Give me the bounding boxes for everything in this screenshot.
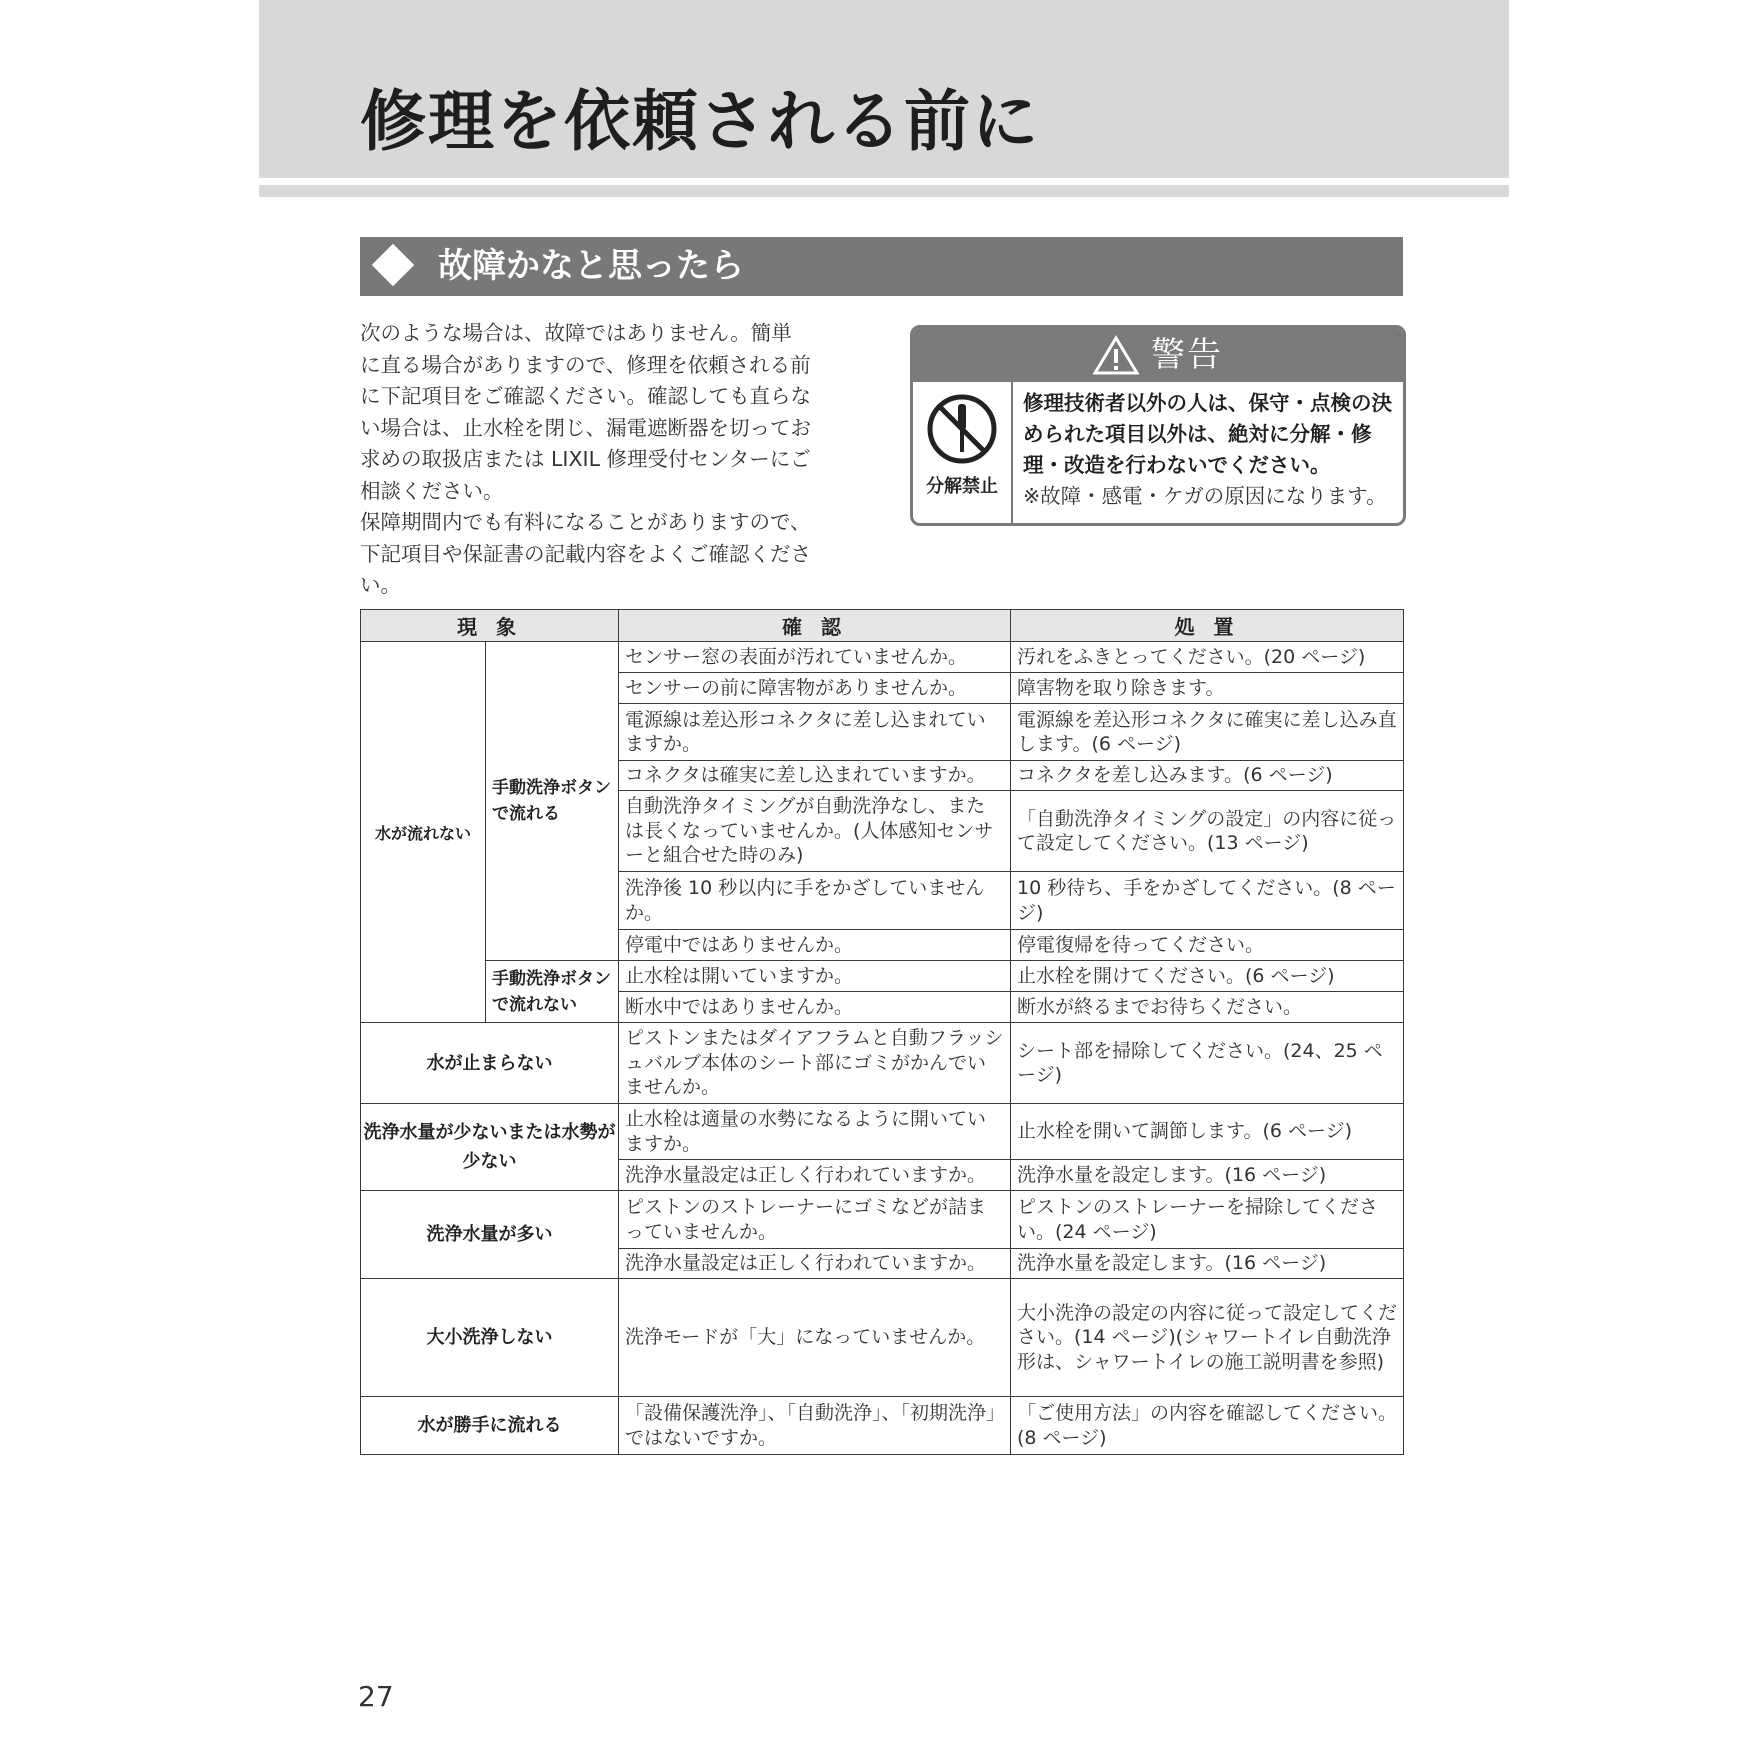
no-disassembly-icon: [925, 451, 999, 470]
page-title: 修理を依頼される前に: [360, 83, 1040, 160]
check-cell: コネクタは確実に差し込まれていますか。: [619, 761, 1011, 791]
action-cell: 止水栓を開いて調節します。(6 ページ): [1011, 1104, 1404, 1160]
no-disassembly-sign: [913, 382, 1013, 523]
action-cell: 断水が終るまでお待ちください。: [1011, 992, 1404, 1023]
table-row: [361, 642, 1404, 673]
action-cell: 洗浄水量を設定します。(16 ページ): [1011, 1160, 1404, 1191]
warning-triangle-icon: [1093, 335, 1139, 375]
action-cell: 汚れをふきとってください。(20 ページ): [1011, 642, 1404, 673]
warning-main-text: 修理技術者以外の人は、保守・点検の決められた項目以外は、絶対に分解・修理・改造を行わないでください。: [1023, 391, 1392, 477]
no-disassembly-label: 分解禁止: [926, 476, 998, 497]
check-cell: 洗浄水量設定は正しく行われていますか。: [619, 1249, 1011, 1279]
phenomenon-cell: 大小洗浄しない: [361, 1279, 619, 1397]
action-cell: ピストンのストレーナーを掃除してください。(24 ページ): [1011, 1191, 1404, 1249]
table-row: [361, 1397, 1404, 1455]
warning-note: ※故障・感電・ケガの原因になります。: [1023, 484, 1387, 508]
header-check: 確 認: [619, 610, 1011, 642]
phenomenon-cell: 洗浄水量が少ないまたは水勢が少ない: [361, 1104, 619, 1191]
phenomenon-cell: 洗浄水量が多い: [361, 1191, 619, 1279]
warning-header: [913, 328, 1403, 382]
action-cell: 洗浄水量を設定します。(16 ページ): [1011, 1249, 1404, 1279]
check-cell: 洗浄モードが「大」になっていませんか。: [619, 1279, 1011, 1397]
action-cell: 障害物を取り除きます。: [1011, 673, 1404, 704]
action-cell: 10 秒待ち、手をかざしてください。(8 ページ): [1011, 872, 1404, 930]
phenomenon-cell: 水が流れない: [361, 642, 486, 1023]
header-rule: [259, 185, 1509, 197]
warning-box: [910, 325, 1406, 526]
action-cell: 電源線を差込形コネクタに確実に差し込み直します。(6 ページ): [1011, 704, 1404, 761]
action-cell: 停電復帰を待ってください。: [1011, 930, 1404, 961]
intro-paragraph: 次のような場合は、故障ではありません。簡単に直る場合がありますので、修理を依頼される前に下記項目をご確認ください。確認しても直らない場合は、止水栓を閉じ、漏電遮断器を切ってお求めの取扱店または LIXIL 修理受付センターにご相談ください。: [360, 321, 811, 503]
check-cell: 停電中ではありませんか。: [619, 930, 1011, 961]
troubleshooting-table: [360, 609, 1404, 1455]
check-cell: 断水中ではありませんか。: [619, 992, 1011, 1023]
action-cell: 「ご使用方法」の内容を確認してください。(8 ページ): [1011, 1397, 1404, 1455]
header-phenomenon: 現 象: [361, 610, 619, 642]
table-row: [361, 1279, 1404, 1397]
sub-phenomenon-cell: 手動洗浄ボタンで流れない: [486, 961, 619, 1023]
action-cell: コネクタを差し込みます。(6 ページ): [1011, 761, 1404, 791]
sub-phenomenon-cell: 手動洗浄ボタンで流れる: [486, 642, 619, 961]
phenomenon-cell: 水が勝手に流れる: [361, 1397, 619, 1455]
check-cell: ピストンまたはダイアフラムと自動フラッシュバルブ本体のシート部にゴミがかんでいませんか。: [619, 1023, 1011, 1104]
intro-text: [360, 318, 812, 602]
action-cell: 「自動洗浄タイミングの設定」の内容に従って設定してください。(13 ページ): [1011, 791, 1404, 872]
header-action: 処 置: [1011, 610, 1404, 642]
check-cell: 止水栓は適量の水勢になるように開いていますか。: [619, 1104, 1011, 1160]
check-cell: センサー窓の表面が汚れていませんか。: [619, 642, 1011, 673]
section-heading: [360, 237, 1403, 296]
table-row: [361, 1191, 1404, 1249]
check-cell: 「設備保護洗浄」、「自動洗浄」、「初期洗浄」ではないですか。: [619, 1397, 1011, 1455]
check-cell: 電源線は差込形コネクタに差し込まれていますか。: [619, 704, 1011, 761]
table-row: [361, 1104, 1404, 1160]
page-number: 27: [358, 1680, 394, 1713]
action-cell: 大小洗浄の設定の内容に従って設定してください。(14 ページ)(シャワートイレ自動洗浄形は、シャワートイレの施工説明書を参照): [1011, 1279, 1404, 1397]
intro-paragraph: 保障期間内でも有料になることがありますので、下記項目や保証書の記載内容をよくご確認ください。: [360, 510, 811, 597]
table-row: [361, 1023, 1404, 1104]
check-cell: ピストンのストレーナーにゴミなどが詰まっていませんか。: [619, 1191, 1011, 1249]
check-cell: 自動洗浄タイミングが自動洗浄なし、または長くなっていませんか。(人体感知センサーと組合せた時のみ): [619, 791, 1011, 872]
phenomenon-cell: 水が止まらない: [361, 1023, 619, 1104]
warning-title: 警告: [1151, 335, 1223, 375]
diamond-bullet-icon: [372, 244, 414, 286]
action-cell: シート部を掃除してください。(24、25 ページ): [1011, 1023, 1404, 1104]
section-title: 故障かなと思ったら: [438, 246, 744, 286]
check-cell: 洗浄後 10 秒以内に手をかざしていませんか。: [619, 872, 1011, 930]
check-cell: センサーの前に障害物がありませんか。: [619, 673, 1011, 704]
action-cell: 止水栓を開けてください。(6 ページ): [1011, 961, 1404, 992]
table-row: [361, 961, 1404, 992]
check-cell: 洗浄水量設定は正しく行われていますか。: [619, 1160, 1011, 1191]
check-cell: 止水栓は開いていますか。: [619, 961, 1011, 992]
